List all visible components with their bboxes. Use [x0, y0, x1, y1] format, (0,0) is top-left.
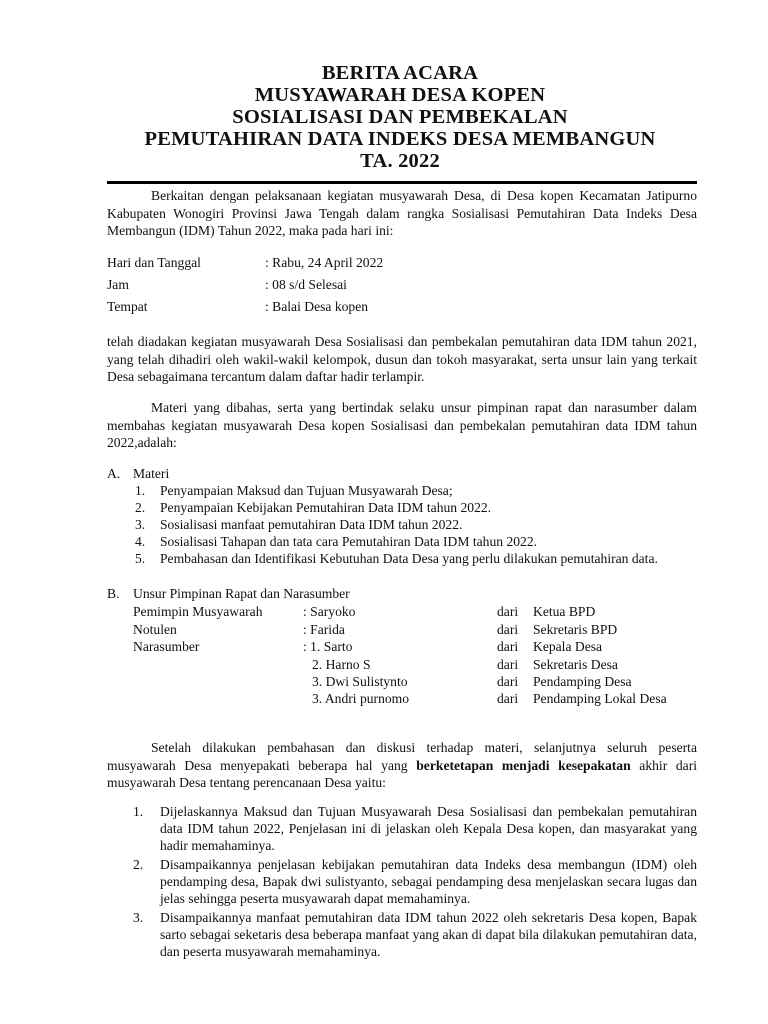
list-item — [107, 516, 697, 533]
participant-from: dari — [497, 691, 519, 706]
list-item-text: Disampaikannya manfaat pemutahiran data IDM tahun 2022 oleh sekretaris Desa kopen, Bapak sarto sebagai seketaris desa beberapa manfaat yang akan di dapat bila dilakukan pemutahiran data, dan peserta musyawarah memahaminya. — [160, 910, 697, 959]
title-line-5: TA. 2022 — [360, 150, 440, 172]
agreement-emphasis: berketetapan menjadi kesepakatan — [416, 757, 631, 773]
detail-value-place: : Balai Desa kopen — [265, 299, 369, 314]
title-line-3: SOSIALISASI DAN PEMBEKALAN — [232, 106, 568, 128]
participant-position: Pendamping Desa — [533, 674, 632, 689]
participant-from: dari — [497, 657, 519, 672]
participant-name: : 1. Sarto — [303, 639, 353, 654]
detail-label-date: Hari dan Tanggal — [107, 255, 201, 270]
detail-label-place: Tempat — [107, 299, 148, 314]
list-item — [107, 909, 697, 960]
participant-position: Ketua BPD — [533, 604, 596, 619]
section-b-letter: B. — [107, 586, 120, 601]
section-a-letter: A. — [107, 466, 121, 481]
list-item-text: Pembahasan dan Identifikasi Kebutuhan Data Desa yang perlu dilakukan pemutahiran data. — [160, 551, 658, 566]
participant-from: dari — [497, 639, 519, 654]
section-a-list — [107, 482, 697, 567]
title-line-1: BERITA ACARA — [321, 62, 479, 84]
participant-name: : Farida — [303, 622, 345, 637]
participant-name: 2. Harno S — [312, 657, 371, 672]
list-item-number: 2. — [133, 857, 144, 872]
list-item-text: Penyampaian Kebijakan Pemutahiran Data IDM tahun 2022. — [160, 500, 492, 515]
participant-role: Notulen — [133, 622, 177, 637]
list-item — [107, 499, 697, 516]
title-line-4: PEMUTAHIRAN DATA INDEKS DESA MEMBANGUN — [144, 128, 656, 150]
detail-label-time: Jam — [107, 277, 129, 292]
list-item — [107, 856, 697, 907]
list-item-number: 4. — [135, 534, 146, 549]
detail-value-date: : Rabu, 24 April 2022 — [265, 255, 384, 270]
section-b-title: Unsur Pimpinan Rapat dan Narasumber — [133, 586, 350, 601]
list-item-text: Disampaikannya penjelasan kebijakan pemutahiran data Indeks desa membangun (IDM) oleh pendamping desa, Bapak dwi sulistyanto, sebagai pendamping desa menjelaskan secara lugas dan jelas sehingga peserta musyawarah dapat memahaminya. — [160, 857, 697, 906]
participant-position: Sekretaris BPD — [533, 622, 618, 637]
list-item-number: 5. — [135, 551, 146, 566]
results-list — [107, 803, 697, 962]
attendance-paragraph: telah diadakan kegiatan musyawarah Desa Sosialisasi dan pembekalan pemutahiran data IDM tahun 2021, yang telah dihadiri oleh wakil-wakil kelompok, dusun dan tokoh masyarakat, serta unsur lain yang terkait Desa sebagaimana tercantum dalam daftar hadir terlampir. — [107, 334, 697, 385]
list-item — [107, 803, 697, 854]
list-item-text: Penyampaian Maksud dan Tujuan Musyawarah Desa; — [160, 483, 453, 498]
list-item-number: 1. — [135, 483, 146, 498]
participant-role: Pemimpin Musyawarah — [133, 604, 263, 619]
participant-name: 3. Dwi Sulistynto — [312, 674, 408, 689]
participant-position: Sekretaris Desa — [533, 657, 618, 672]
document-title — [100, 62, 700, 172]
list-item-text: Dijelaskannya Maksud dan Tujuan Musyawarah Desa Sosialisasi dan pembekalan pemutahiran data IDM tahun 2022, Penjelasan ini di jelaskan oleh Kepala Desa kopen, dan masyarakat yang hadir memahaminya. — [160, 804, 697, 853]
participant-position: Pendamping Lokal Desa — [533, 691, 667, 706]
materials-intro-paragraph: Materi yang dibahas, serta yang bertindak selaku unsur pimpinan rapat dan narasumber dalam membahas kegiatan musyawarah Desa kopen Sosialisasi dan pembekalan pemutahiran data IDM tahun 2022,adalah: — [107, 400, 697, 451]
agreement-text-after: akhir dari musyawarah Desa tentang perencanaan Desa yaitu: — [107, 757, 697, 791]
agreement-text-before: Setelah dilakukan pembahasan dan diskusi terhadap materi, selanjutnya seluruh peserta musyawarah Desa menyepakati beberapa hal yang — [107, 740, 697, 773]
agreement-paragraph — [107, 739, 697, 792]
intro-paragraph: Berkaitan dengan pelaksanaan kegiatan musyawarah Desa, di Desa kopen Kecamatan Jatipurno Kabupaten Wonogiri Provinsi Jawa Tengah dalam rangka Sosialisasi Pemutahiran Data Indeks Desa Membangun (IDM) Tahun 2022, maka pada hari ini: — [107, 188, 697, 239]
list-item-number: 1. — [133, 804, 144, 819]
participant-position: Kepala Desa — [533, 639, 603, 654]
title-line-2: MUSYAWARAH DESA KOPEN — [254, 84, 546, 106]
list-item-text: Sosialisasi Tahapan dan tata cara Pemutahiran Data IDM tahun 2022. — [160, 534, 538, 549]
list-item — [107, 482, 697, 499]
list-item-number: 2. — [135, 500, 146, 515]
participant-from: dari — [497, 622, 519, 637]
list-item — [107, 550, 697, 567]
participant-name: : Saryoko — [303, 604, 356, 619]
title-divider — [107, 181, 697, 184]
participant-from: dari — [497, 604, 519, 619]
participant-from: dari — [497, 674, 519, 689]
detail-value-time: : 08 s/d Selesai — [265, 277, 347, 292]
list-item-number: 3. — [135, 517, 146, 532]
section-a-title: Materi — [133, 466, 170, 481]
participant-name: 3. Andri purnomo — [312, 691, 410, 706]
list-item-text: Sosialisasi manfaat pemutahiran Data IDM tahun 2022. — [160, 517, 463, 532]
participant-role: Narasumber — [133, 639, 200, 654]
list-item — [107, 533, 697, 550]
list-item-number: 3. — [133, 910, 144, 925]
